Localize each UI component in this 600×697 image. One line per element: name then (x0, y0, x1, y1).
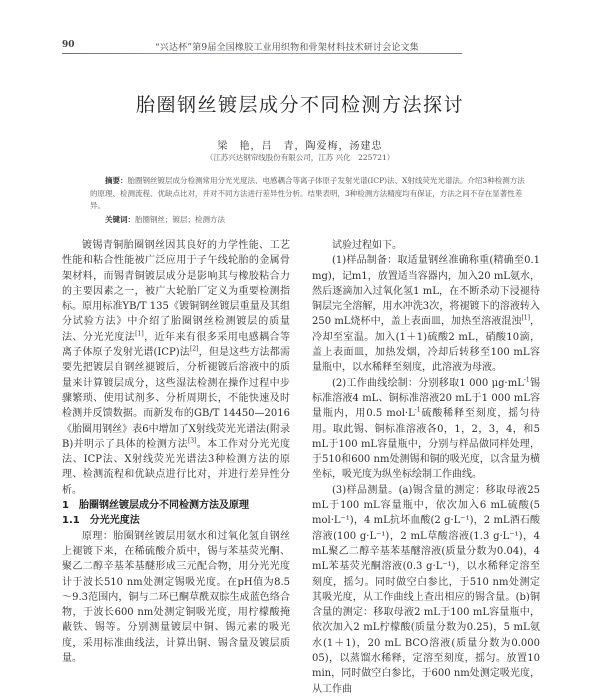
keywords-label: 关键词： (105, 215, 135, 224)
keywords-text: 胎圈钢丝；镀层；检测方法 (135, 215, 225, 224)
running-head (62, 40, 462, 54)
intro-text-4: 。本工作对分光光度法、ICP法、X射线荧光光谱法3种检测方法的原理、检测流程和优缺点进行比对，并进行差异性分析。 (62, 438, 291, 496)
step-2-text-3: 硫酸稀释至刻度，摇匀待用。取此锡、铜标准溶液各0，1，2，3，4，和5 mL于100 mL容量瓶中，分别与样品做同样处理，于510和600 nm处测锡和铜的吸光度，以含量为横坐标，吸光度为纵坐标绘制工作曲线。 (312, 408, 540, 481)
abstract-text: 胎圈钢丝镀层成分检测常用分光光度法、电感耦合等离子体原子发射光谱(ICP)法、X射线荧光光谱法。介绍3种检测方法的原理、检测流程、优缺点比对，并对不同方法进行差异性分析。结果表明，3种检测方法精度均有保证，方法之间不存在显著性差异。 (90, 176, 525, 210)
step-1-text: (1)样品制备：取适量钢丝准确称重(精确至0.1 mg)，记m1，放置适当容器内，加入20 mL氨水，然后逐滴加入过氧化氢1 mL，在不断杀动下浸褪待铜层完全溶解，用水冲洗3次，将褪镀下的溶液转入250 mL烧杯中，盖上表面皿，加热至溶液混浊 (312, 255, 540, 328)
affiliation: （江苏兴达钢帘线股份有限公司，江苏 兴化 225721） (205, 153, 395, 162)
right-column (312, 238, 540, 697)
intro-text-2: ，近年来有很多采用电感耦合等离子体原子发射光谱(ICP)法 (62, 331, 291, 359)
citation-step1: [1] (521, 315, 530, 323)
step-2-text-2: 锡标准溶液4 mL、铜标准溶液20 mL于1 000 mL容量瓶内，用0.5 mol·L (312, 377, 540, 420)
step-2-text: (2)工作曲线绘制：分别移取1 000 μg·mL (332, 377, 524, 389)
page-number: 90 (62, 40, 75, 50)
superscript-2: -1 (414, 406, 421, 414)
process-intro: 试验过程如下。 (332, 240, 402, 251)
intro-paragraph (62, 238, 290, 498)
authors: 梁 艳，吕 青，陶爱梅，汤建忠 (217, 141, 383, 152)
step-3-measurement: (3)样品测量。(a)锡含量的测定：移取母液25 mL于100 mL容量瓶中，依次加入6 mL硫酸(5 mol·L⁻¹)，4 mL抗坏血酸(2 g·L⁻¹)，2 mL酒石酸溶液(100 g·L⁻¹)，2 mL草酸溶液(1.3 g·L⁻¹)，4 mL聚乙二醇辛基苯基醚溶液(质量分数为0.04)，4 mL苯基荧光酮溶液(0.3 g·L⁻¹)，以水稀释定溶至刻度，摇匀。同时做空白参比，于510 nm处测定其吸光度，从工作曲线上查出相应的锡含量。(b)铜含量的测定：移取母液2 mL于100 mL容量瓶中，依次加入2 mL柠檬酸(质量分数为0.25)，5 mL氨水(1＋1)，20 mL BCO溶液(质量分数为0.000 05)，以蒸馏水稀释，定溶至刻度，摇匀。放置10 min，同时做空白参比，于600 nm处测定吸光度，从工作曲 (312, 484, 540, 695)
intro-text-3: ，但是这些方法都需要先把镀层自钢丝褪镀后，分析褪镀后溶液中的质量来计算镀层成分，这些湿法检测在操作过程中步骤繁琐、使用试剂多、分析周期长，不能快速及时检测并反馈数据。而新发布的GB/T 14450—2016《胎圈用钢丝》表6中增加了X射线荧光光谱法(附录B)并明示了具体的检测方法 (62, 347, 290, 450)
header-rule (62, 53, 462, 54)
step-1-sample-prep (312, 253, 540, 375)
citation-1: [1] (135, 330, 144, 338)
step-1-text-2: ，冷却至室温。加入(1＋1)硫酸2 mL，硝酸10滴，盖上表面皿，加热发烟，冷却后转移至100 mL容量瓶中，以水稀释至刻度，此溶液为母液。 (312, 316, 541, 374)
citation-2: [2] (189, 345, 199, 353)
left-column (62, 238, 290, 666)
citation-3: [3] (187, 437, 197, 445)
principle-paragraph: 原理：胎圈钢丝镀层用氨水和过氧化氢自钢丝上褪镀下来，在稀硫酸介质中，锡与苯基荧光酮、聚乙二醇辛基苯基醚形成三元配合物，用分光光度计于波长510 nm处测定锡吸光度。在pH值为8.5～9.3范围内，铜与二环已酮草酰双腙生成蓝色络合物，于波长600 nm处测定铜吸光度，用柠檬酸掩蔽铁、锡等。分别测量镀层中铜、锡元素的吸光度，采用标准曲线法，计算出铜、锡含量及镀层质量。 (62, 530, 290, 665)
keywords (90, 214, 526, 225)
superscript-1: -1 (523, 376, 530, 384)
section-1-heading: 1 胎圈钢丝镀层成分不同检测方法及原理 (62, 500, 249, 512)
intro-text: 镀锡青铜胎圈钢丝因其良好的力学性能、工艺性能和粘合性能被广泛应用于子午线轮胎的金属骨架材料，而锡青铜镀层成分是影响其与橡胶粘合力的主要因素之一，被广大轮胎厂定义为重要检测指标。原用标准YB/T 135《镀铜钢丝镀层重量及其组分试验方法》中介绍了胎圈钢丝检测镀层的质量法、分光光度法 (62, 240, 290, 343)
step-2-calibration (312, 376, 540, 483)
paper-title: 胎圈钢丝镀层成分不同检测方法探讨 (135, 94, 464, 116)
abstract (90, 175, 526, 213)
section-1-1-heading: 1.1 分光光度法 (62, 515, 140, 527)
journal-title: “兴达杯”第9届全国橡胶工业用织物和骨架材料技术研讨会论文集 (155, 43, 419, 53)
abstract-label: 摘要： (105, 176, 128, 185)
